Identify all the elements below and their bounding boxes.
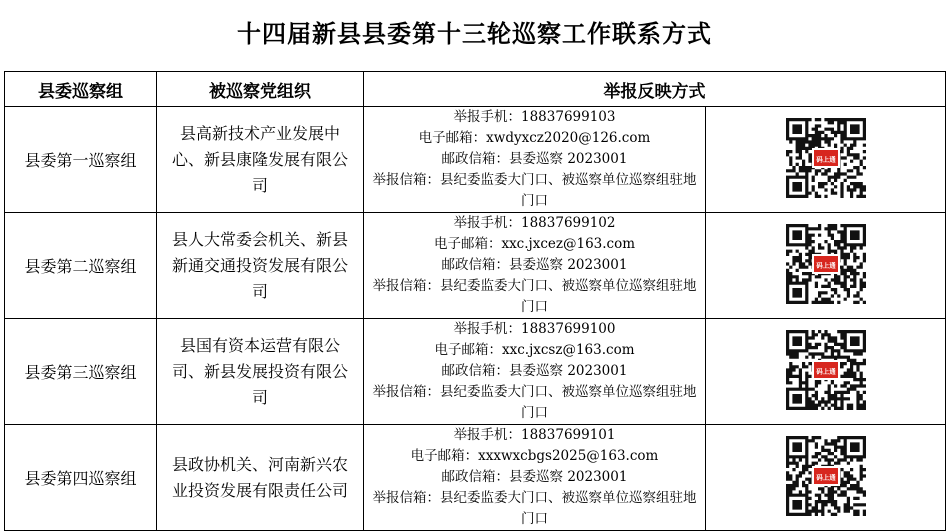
contact-cell: [364, 107, 706, 213]
qr-code-icon[interactable]: [774, 433, 878, 519]
postal-text: 邮政信箱：县委巡察 2023001: [441, 363, 628, 379]
org-cell: 县人大常委会机关、新县新通交通投资发展有限公司: [157, 213, 364, 319]
header-contact: 举报反映方式: [364, 72, 946, 107]
qr-code-icon[interactable]: [774, 221, 878, 307]
qr-badge-text: 码上通: [815, 261, 836, 269]
email-text: 电子邮箱：xxc.jxcsz@163.com: [434, 342, 635, 358]
qr-code-icon[interactable]: [774, 327, 878, 413]
table-row: [5, 213, 946, 319]
table-row: [5, 425, 946, 531]
email-text: 电子邮箱：xwdyxcz2020@126.com: [418, 130, 651, 146]
header-org: 被巡察党组织: [157, 72, 364, 107]
email-text: 电子邮箱：xxc.jxcez@163.com: [433, 236, 636, 252]
letter-text: 举报信箱：县纪委监委大门口、被巡察单位巡察组驻地门口: [372, 384, 697, 421]
group-cell: 县委第一巡察组: [5, 107, 157, 213]
table-row: [5, 319, 946, 425]
qr-cell: [706, 213, 946, 319]
contact-table: [4, 71, 946, 531]
header-group: 县委巡察组: [5, 72, 157, 107]
group-cell: 县委第四巡察组: [5, 425, 157, 531]
page-title: 十四届新县县委第十三轮巡察工作联系方式: [237, 20, 712, 48]
phone-text: 举报手机：18837699100: [453, 321, 616, 337]
qr-code-icon[interactable]: [774, 115, 878, 201]
contact-cell: [364, 319, 706, 425]
phone-text: 举报手机：18837699101: [453, 427, 616, 443]
org-cell: 县政协机关、河南新兴农业投资发展有限责任公司: [157, 425, 364, 531]
org-cell: 县国有资本运营有限公司、新县发展投资有限公司: [157, 319, 364, 425]
group-cell: 县委第二巡察组: [5, 213, 157, 319]
postal-text: 邮政信箱：县委巡察 2023001: [441, 257, 628, 273]
table-header-row: [5, 72, 946, 107]
postal-text: 邮政信箱：县委巡察 2023001: [441, 469, 628, 485]
letter-text: 举报信箱：县纪委监委大门口、被巡察单位巡察组驻地门口: [372, 278, 697, 315]
email-text: 电子邮箱：xxxwxcbgs2025@163.com: [410, 448, 659, 464]
qr-cell: [706, 425, 946, 531]
contact-cell: [364, 425, 706, 531]
group-cell: 县委第三巡察组: [5, 319, 157, 425]
qr-cell: [706, 107, 946, 213]
qr-cell: [706, 319, 946, 425]
qr-badge-text: 码上通: [815, 367, 836, 375]
qr-badge-text: 码上通: [815, 155, 836, 163]
phone-text: 举报手机：18837699103: [453, 109, 616, 125]
org-cell: 县高新技术产业发展中心、新县康隆发展有限公司: [157, 107, 364, 213]
letter-text: 举报信箱：县纪委监委大门口、被巡察单位巡察组驻地门口: [372, 490, 697, 527]
table-row: [5, 107, 946, 213]
postal-text: 邮政信箱：县委巡察 2023001: [441, 151, 628, 167]
phone-text: 举报手机：18837699102: [453, 215, 616, 231]
letter-text: 举报信箱：县纪委监委大门口、被巡察单位巡察组驻地门口: [372, 172, 697, 209]
qr-badge-text: 码上通: [815, 473, 836, 481]
contact-cell: [364, 213, 706, 319]
